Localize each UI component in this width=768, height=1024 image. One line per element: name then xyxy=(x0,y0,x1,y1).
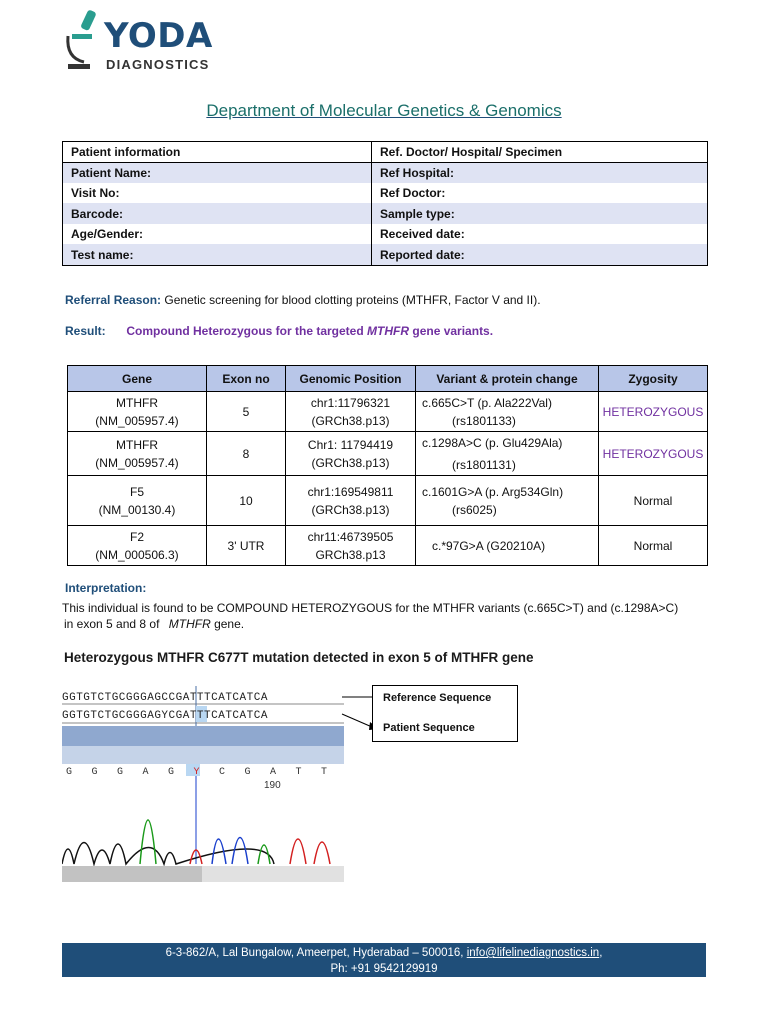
footer-address: 6-3-862/A, Lal Bungalow, Ameerpet, Hyderabad – 500016, xyxy=(165,947,467,959)
base-call: A xyxy=(142,767,149,778)
info-label: Test name: xyxy=(63,244,372,265)
footer-phone: Ph: +91 9542129919 xyxy=(330,963,438,975)
gene-name: MTHFR xyxy=(116,395,158,410)
variant-line1: c.1601G>A (p. Arg534Gln) xyxy=(422,484,564,499)
position-line2: (GRCh38.p13) xyxy=(311,455,390,470)
trace-black xyxy=(62,843,274,865)
legend-reference: Reference Sequence xyxy=(383,692,492,704)
footer-email-link[interactable]: info@lifelinediagnostics.in xyxy=(466,947,600,959)
info-label: Ref Hospital: xyxy=(372,162,708,183)
company-logo xyxy=(62,6,222,76)
info-header-row xyxy=(63,142,708,163)
position-cell xyxy=(286,392,416,432)
info-row xyxy=(63,224,708,245)
variant-line2: (rs1801133) xyxy=(452,413,516,428)
position-line2: GRCh38.p13 xyxy=(315,547,386,562)
interpretation-line2-after: gene. xyxy=(210,617,245,631)
referral-label: Referral Reason: xyxy=(65,293,162,307)
interpretation-gene: MTHFR xyxy=(168,617,211,631)
interpretation-line2-before: in exon 5 and 8 of xyxy=(64,617,163,631)
position-line2: (GRCh38.p13) xyxy=(311,413,390,428)
interpretation-line2 xyxy=(62,617,244,631)
trace-green xyxy=(140,820,270,864)
variant-row xyxy=(68,526,708,566)
info-label: Barcode: xyxy=(63,203,372,224)
col-variant-header: Variant & protein change xyxy=(416,366,599,392)
position-cell xyxy=(286,432,416,476)
position-line1: chr1:169549811 xyxy=(307,484,394,499)
zygosity-cell: Normal xyxy=(599,476,708,526)
base-call: G xyxy=(117,767,124,778)
base-call: C xyxy=(219,767,226,778)
col-zygosity-header: Zygosity xyxy=(599,366,708,392)
gene-accession: (NM_000506.3) xyxy=(95,547,179,562)
variant-cell xyxy=(416,526,599,566)
logo-brand-text: YODA xyxy=(104,16,213,56)
position-line1: chr1:11796321 xyxy=(310,395,391,410)
variant-cell xyxy=(416,392,599,432)
microscope-logo-icon xyxy=(62,6,106,76)
gene-cell xyxy=(68,392,207,432)
gene-accession: (NM_005957.4) xyxy=(95,455,179,470)
exon-cell: 8 xyxy=(207,432,286,476)
patient-sequence-text: GGTGTCTGCGGGAGYCGATTTCATCATCA xyxy=(62,710,268,722)
info-row xyxy=(63,244,708,265)
info-row xyxy=(63,183,708,204)
result-line xyxy=(65,324,493,338)
base-call: G xyxy=(91,767,98,778)
info-header-patient: Patient information xyxy=(63,142,372,163)
variant-line1: c.1298A>C (p. Glu429Ala) xyxy=(422,435,563,450)
base-call: G xyxy=(66,767,73,778)
footer-address-line xyxy=(62,945,706,961)
gene-accession: (NM_00130.4) xyxy=(98,502,176,517)
interpretation-title: Interpretation: xyxy=(65,581,147,595)
result-text-before: Compound Heterozygous for the targeted xyxy=(126,324,368,338)
mutation-title: Heterozygous MTHFR C677T mutation detected in exon 5 of MTHFR gene xyxy=(64,650,534,665)
chromatogram-svg xyxy=(62,686,344,882)
col-position-header: Genomic Position xyxy=(286,366,416,392)
footer-bar xyxy=(62,943,706,977)
info-label: Reported date: xyxy=(372,244,708,265)
logo-sub-text: DIAGNOSTICS xyxy=(106,57,210,72)
zygosity-cell: Normal xyxy=(599,526,708,566)
info-label: Received date: xyxy=(380,227,465,242)
patient-info-table xyxy=(62,141,708,266)
referral-reason xyxy=(65,293,541,307)
variant-line1: c.665C>T (p. Ala222Val) xyxy=(422,395,552,410)
variant-line1: c.*97G>A (G20210A) xyxy=(432,538,546,553)
variant-table xyxy=(67,365,708,566)
base-calls xyxy=(66,767,327,778)
gene-accession: (NM_005957.4) xyxy=(95,413,179,428)
exon-cell: 3' UTR xyxy=(207,526,286,566)
zygosity-cell: HETEROZYGOUS xyxy=(599,392,708,432)
gene-cell xyxy=(68,526,207,566)
base-call: T xyxy=(295,767,302,778)
result-label: Result: xyxy=(65,324,106,338)
position-line2: (GRCh38.p13) xyxy=(311,502,390,517)
base-call: G xyxy=(244,767,251,778)
info-row xyxy=(63,162,708,183)
info-label: Sample type: xyxy=(372,203,708,224)
position-line1: Chr1: 11794419 xyxy=(307,437,394,452)
referral-text: Genetic screening for blood clotting proteins (MTHFR, Factor V and II). xyxy=(164,293,541,307)
sequence-legend xyxy=(372,685,518,742)
reference-sequence-text: GGTGTCTGCGGGAGCCGATTTCATCATCA xyxy=(62,692,268,704)
gene-name: F2 xyxy=(129,529,144,544)
position-label: 190 xyxy=(264,780,281,791)
result-gene: MTHFR xyxy=(367,324,410,338)
info-row xyxy=(63,203,708,224)
base-call: A xyxy=(270,767,277,778)
department-title: Department of Molecular Genetics & Genomics xyxy=(206,101,562,120)
chromatogram-panel xyxy=(62,686,344,882)
variant-row xyxy=(68,392,708,432)
variant-row xyxy=(68,476,708,526)
gene-name: F5 xyxy=(129,484,144,499)
base-call: G xyxy=(168,767,175,778)
interpretation-line1: This individual is found to be COMPOUND HETEROZYGOUS for the MTHFR variants (c.665C>T) and (c.1298A>C) xyxy=(62,601,679,615)
variant-header-row xyxy=(68,366,708,392)
info-header-doctor: Ref. Doctor/ Hospital/ Specimen xyxy=(372,142,708,163)
base-call: T xyxy=(321,767,328,778)
info-label: Age/Gender: xyxy=(63,224,372,245)
info-label: Ref Doctor: xyxy=(380,185,446,200)
footer-address-tail: , xyxy=(599,947,603,959)
info-label: Visit No: xyxy=(63,183,372,204)
variant-line2: (rs1801131) xyxy=(452,457,516,472)
variant-cell xyxy=(416,432,599,476)
base-call: Y xyxy=(193,767,200,778)
variant-row xyxy=(68,432,708,476)
gene-cell xyxy=(68,432,207,476)
legend-patient: Patient Sequence xyxy=(383,722,475,734)
result-text-after: gene variants. xyxy=(409,324,494,338)
position-cell xyxy=(286,476,416,526)
variant-cell xyxy=(416,476,599,526)
gene-cell xyxy=(68,476,207,526)
info-label: Patient Name: xyxy=(63,162,372,183)
position-cell xyxy=(286,526,416,566)
position-line1: chr11:46739505 xyxy=(307,529,394,544)
col-exon-header: Exon no xyxy=(207,366,286,392)
gene-name: MTHFR xyxy=(116,437,158,452)
zygosity-cell: HETEROZYGOUS xyxy=(599,432,708,476)
col-gene-header: Gene xyxy=(68,366,207,392)
exon-cell: 5 xyxy=(207,392,286,432)
exon-cell: 10 xyxy=(207,476,286,526)
variant-line2: (rs6025) xyxy=(452,502,497,517)
